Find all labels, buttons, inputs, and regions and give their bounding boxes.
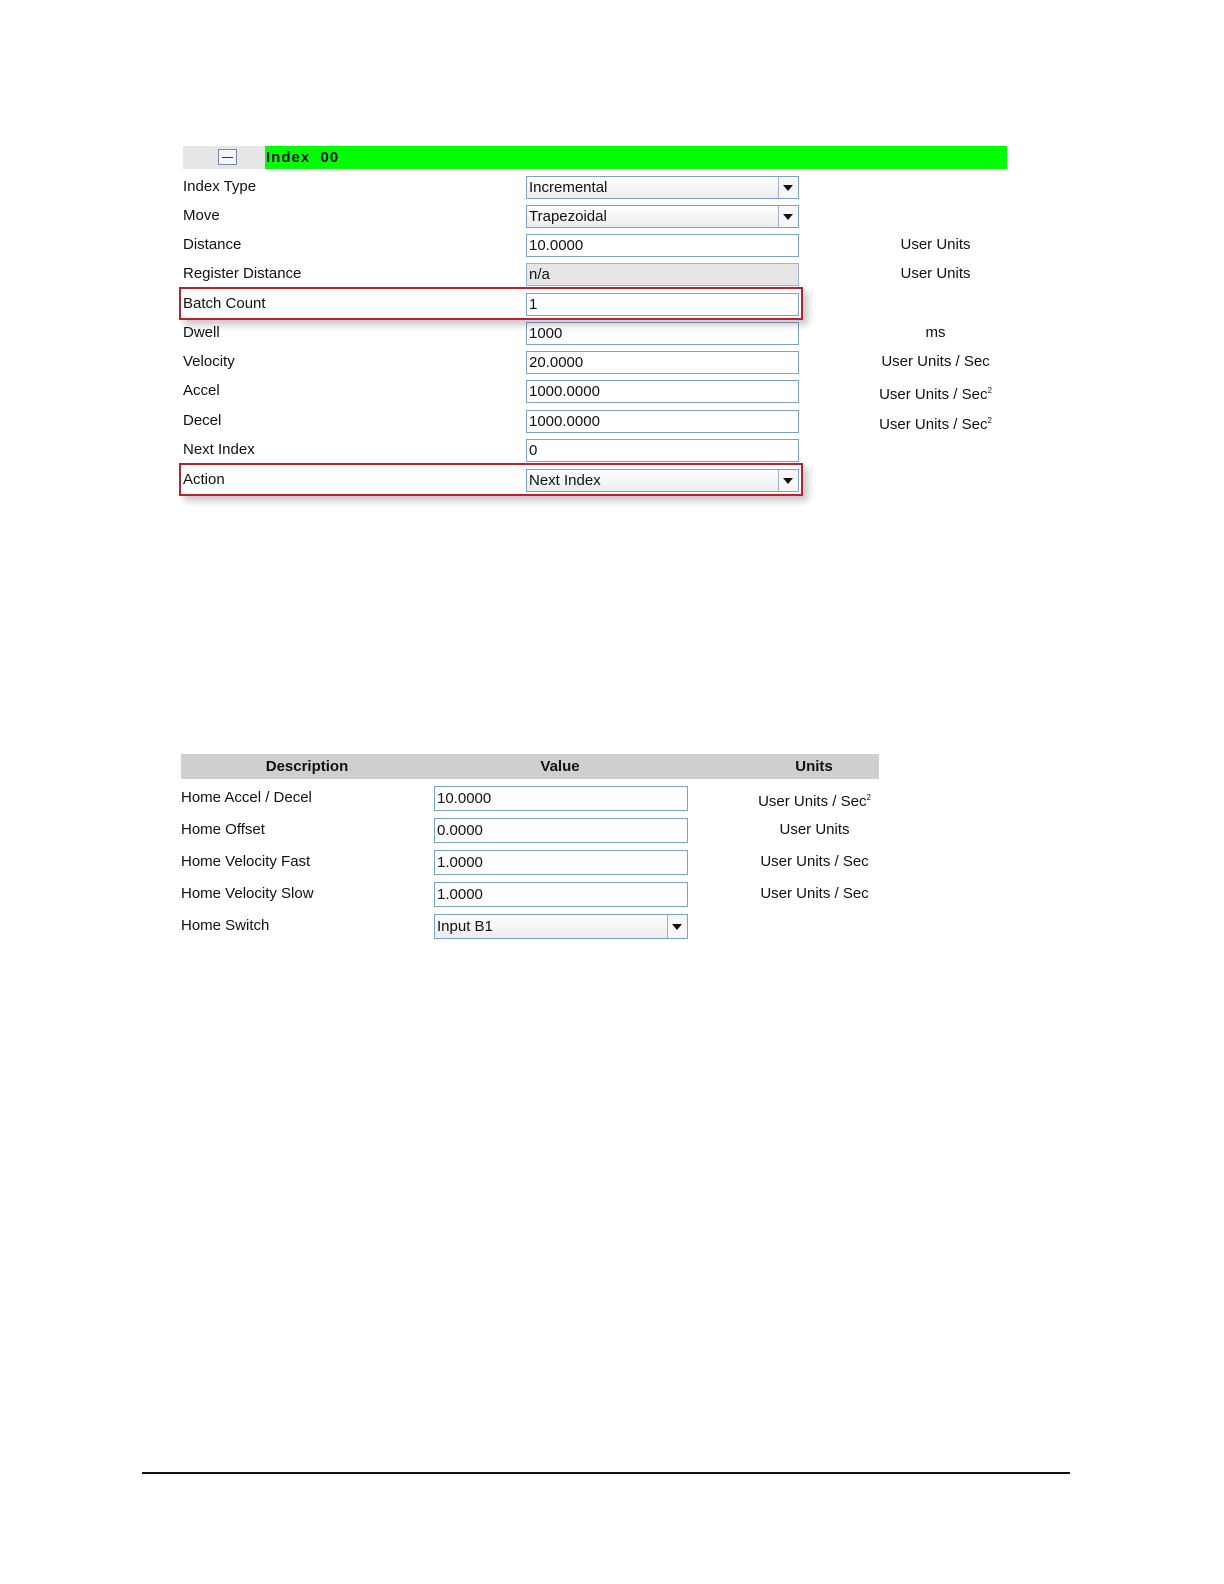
label-dwell: Dwell [183, 324, 220, 341]
table-row [181, 911, 879, 941]
dropdown-arrow-icon[interactable] [778, 206, 798, 227]
row-dwell [183, 320, 1006, 346]
batch-count-highlight [179, 287, 803, 320]
index-type-value: Incremental [529, 179, 608, 196]
distance-input[interactable]: 10.0000 [526, 234, 799, 257]
velocity-unit: User Units / Sec [881, 353, 990, 370]
label-register-distance: Register Distance [183, 265, 302, 282]
label-action: Action [183, 471, 225, 488]
index-panel [183, 146, 1006, 506]
home-offset-input[interactable]: 0.0000 [434, 818, 688, 843]
decel-unit: User Units / Sec$^2$ [879, 416, 992, 433]
home-velocity-slow-unit: User Units / Sec [760, 885, 869, 902]
home-switch-select[interactable] [434, 914, 688, 939]
label-move: Move [183, 207, 220, 224]
home-velocity-slow-input[interactable]: 1.0000 [434, 882, 688, 907]
label-home-velocity-fast: Home Velocity Fast [181, 853, 311, 870]
row-distance [183, 232, 1006, 258]
label-index-type: Index Type [183, 178, 257, 195]
collapse-minus-icon[interactable] [218, 149, 237, 165]
row-next-index [183, 437, 1006, 463]
action-value: Next Index [529, 472, 601, 489]
row-decel [183, 408, 1006, 434]
home-offset-unit: User Units [779, 821, 850, 838]
table-row [181, 879, 879, 909]
label-home-accel-decel: Home Accel / Decel [181, 789, 312, 806]
index-header [183, 146, 1006, 169]
label-home-offset: Home Offset [181, 821, 265, 838]
home-velocity-fast-unit: User Units / Sec [760, 853, 869, 870]
home-velocity-fast-input[interactable]: 1.0000 [434, 850, 688, 875]
header-description: Description [265, 758, 349, 775]
register-distance-unit: User Units [900, 265, 971, 282]
distance-unit: User Units [900, 236, 971, 253]
dwell-unit: ms [925, 324, 946, 341]
action-highlight [179, 463, 803, 496]
homing-table [181, 754, 879, 944]
row-register-distance [183, 261, 1006, 287]
dropdown-arrow-icon[interactable] [778, 177, 798, 198]
label-velocity: Velocity [183, 353, 235, 370]
register-distance-input: n/a [526, 263, 799, 286]
footer-rule [142, 1472, 1070, 1474]
velocity-input[interactable]: 20.0000 [526, 351, 799, 374]
label-home-velocity-slow: Home Velocity Slow [181, 885, 314, 902]
move-value: Trapezoidal [529, 208, 607, 225]
label-batch-count: Batch Count [183, 295, 266, 312]
table-row [181, 815, 879, 845]
label-distance: Distance [183, 236, 242, 253]
label-accel: Accel [183, 382, 220, 399]
move-select[interactable] [526, 205, 799, 228]
home-accel-decel-unit: User Units / Sec$^2$ [758, 793, 871, 810]
accel-input[interactable]: 1000.0000 [526, 380, 799, 403]
row-accel [183, 378, 1006, 404]
index-type-select[interactable] [526, 176, 799, 199]
home-accel-decel-input[interactable]: 10.0000 [434, 786, 688, 811]
label-next-index: Next Index [183, 441, 255, 458]
dropdown-arrow-icon[interactable] [667, 915, 687, 938]
decel-input[interactable]: 1000.0000 [526, 410, 799, 433]
label-decel: Decel [183, 412, 222, 429]
label-home-switch: Home Switch [181, 917, 270, 934]
row-move [183, 203, 1006, 229]
dwell-input[interactable]: 1000 [526, 322, 799, 345]
next-index-input[interactable]: 0 [526, 439, 799, 462]
header-units: Units [795, 758, 833, 775]
index-title: Index 00 [265, 146, 1007, 169]
table-row [181, 847, 879, 877]
table-header [181, 754, 879, 779]
row-velocity [183, 349, 1006, 375]
batch-count-input[interactable]: 1 [526, 293, 799, 316]
row-index-type [183, 174, 1006, 200]
home-switch-value: Input B1 [437, 918, 493, 935]
header-value: Value [540, 758, 580, 775]
accel-unit: User Units / Sec$^2$ [879, 386, 992, 403]
table-row [181, 783, 879, 813]
